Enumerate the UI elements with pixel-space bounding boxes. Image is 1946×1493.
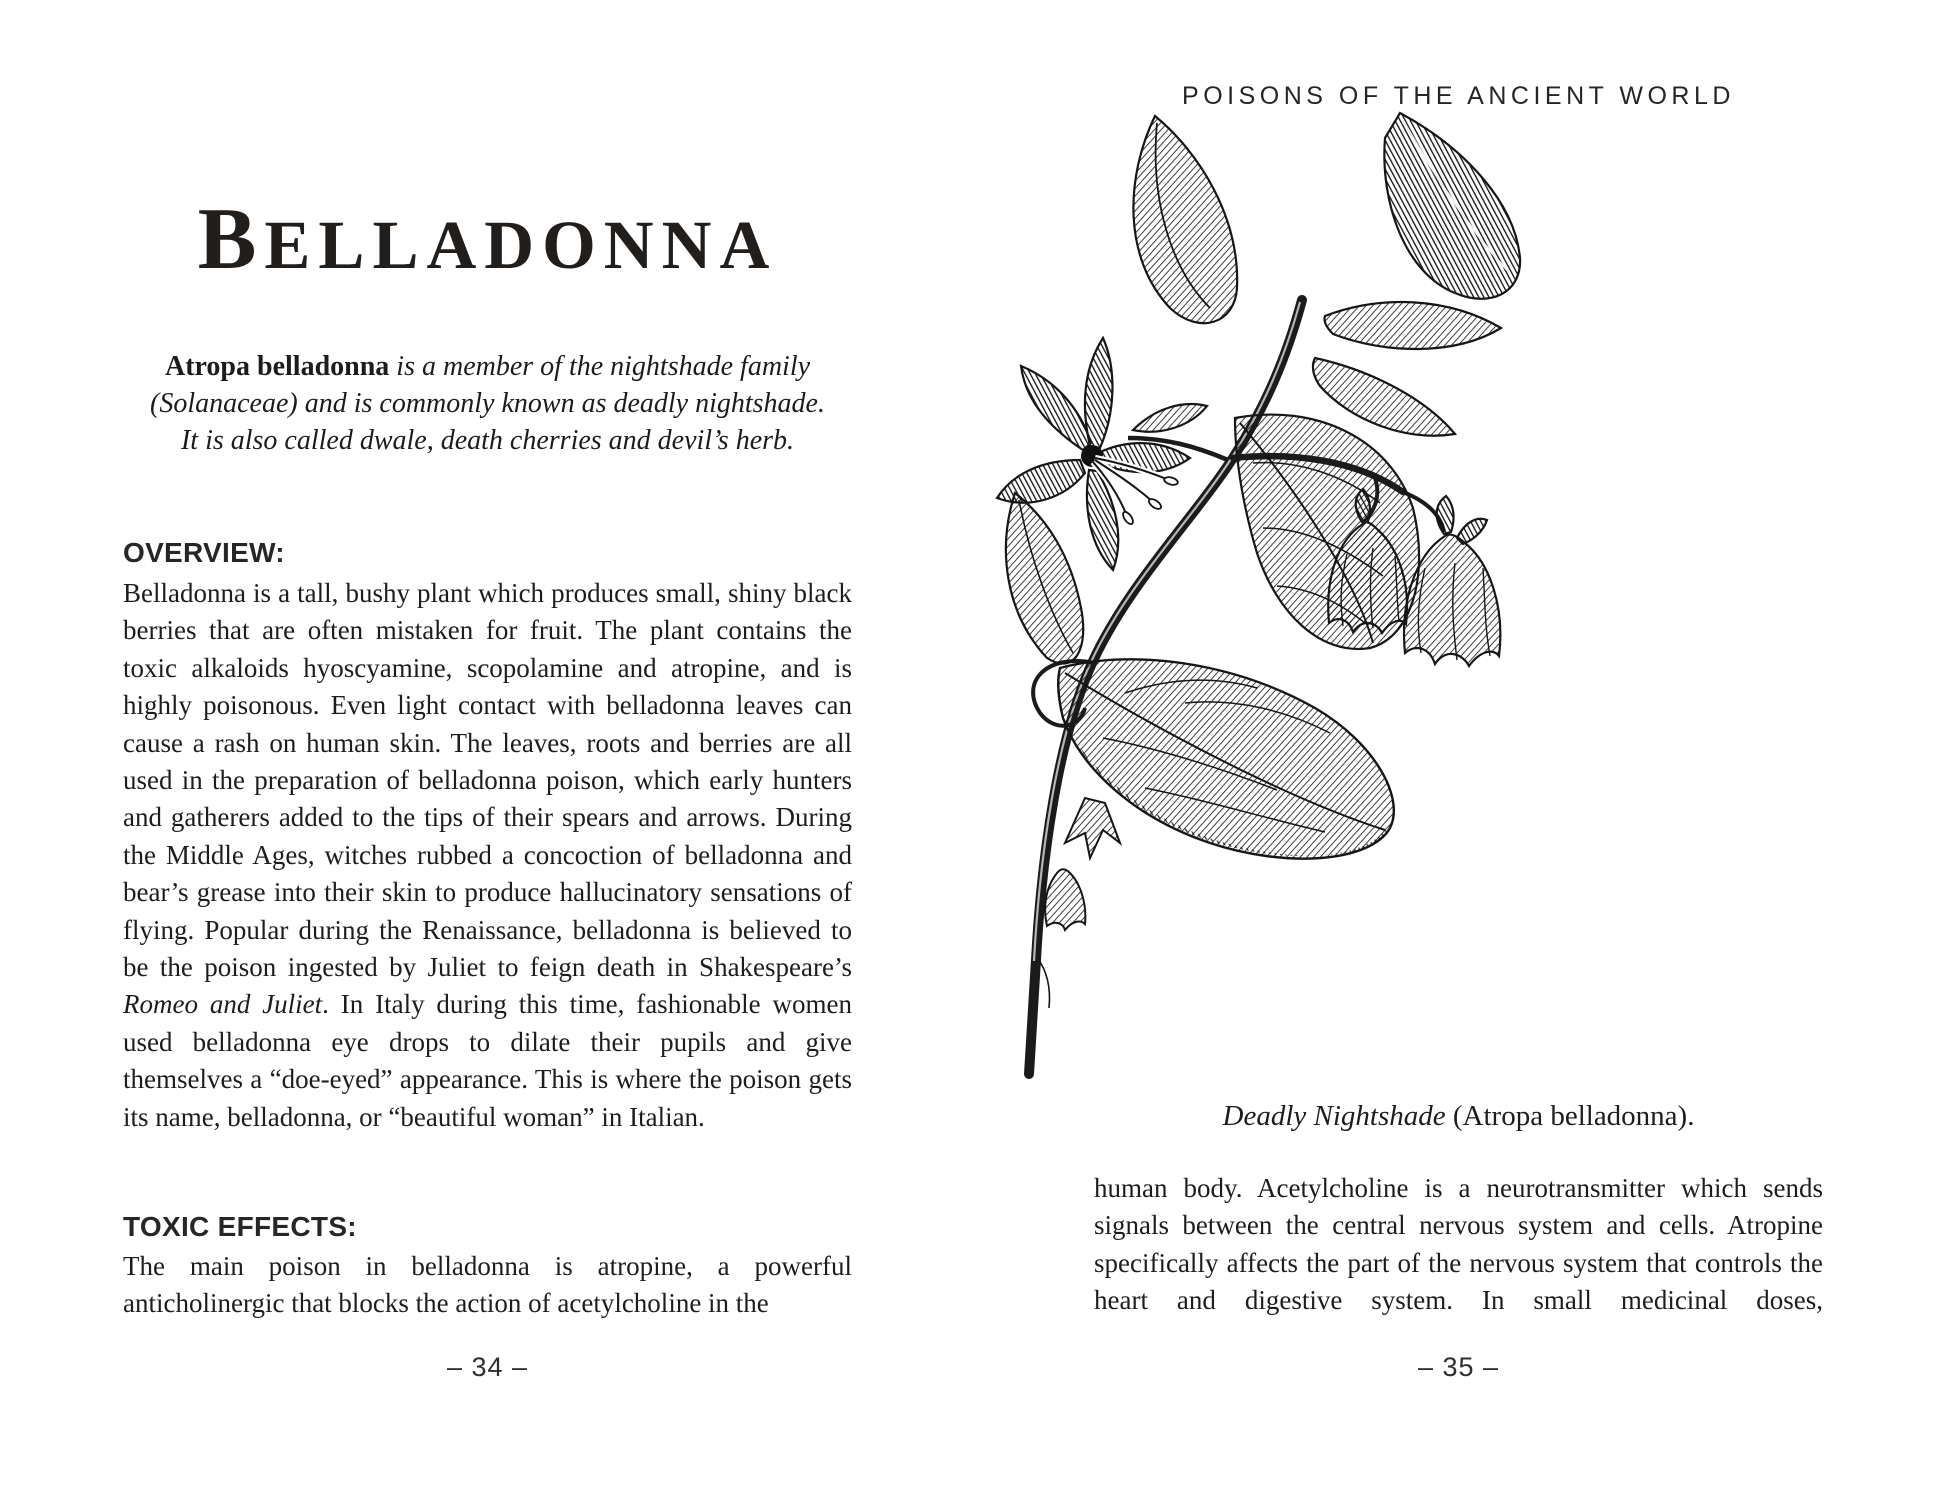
page-number-right: – 35 –	[1417, 1352, 1500, 1382]
intro-paragraph	[148, 348, 827, 459]
intro-species-name: Atropa belladonna	[164, 351, 390, 382]
upper-leaves	[1133, 113, 1520, 436]
nightshade-engraving-svg	[985, 108, 1530, 1083]
botanical-illustration	[985, 108, 1530, 1083]
overview-paragraph	[123, 575, 852, 1136]
chapter-title-rest: ELLADONNA	[264, 207, 778, 283]
toxic-effects-paragraph: The main poison in belladonna is atropine, a powerful anticholinergic that blocks the action of acetylcholine in the	[123, 1251, 852, 1319]
overview-heading: OVERVIEW:	[123, 537, 285, 568]
overview-text-2: . In Italy during this time, fashionable women used belladonna eye drops to dilate their pupils and give themselves a “doe-eyed” appearance. This is where the poison gets its name, belladonna, or “beautiful woman” in Italian.	[123, 989, 852, 1132]
intro-italic-text: is a member of the nightshade family (Solanaceae) and is commonly known as deadly nightshade. It is also called dwale, death cherries and devil’s herb.	[150, 351, 825, 456]
chapter-title	[123, 191, 852, 288]
caption-latin-name: (Atropa belladonna).	[1445, 1100, 1695, 1132]
page-number-left: – 34 –	[446, 1352, 529, 1382]
overview-book-title: Romeo and Juliet	[123, 989, 323, 1020]
chapter-title-initial: B	[197, 191, 265, 288]
toxic-effects-heading: TOXIC EFFECTS:	[123, 1211, 357, 1242]
overview-text-1: Belladonna is a tall, bushy plant which produces small, shiny black berries that are often mistaken for fruit. The plant contains the toxic alkaloids hyoscyamine, scopolamine and atropine, and is highly poisonous. Even light contact with belladonna leaves can cause a rash on human skin. The leaves, roots and berries are all used in the preparation of belladonna poison, which early hunters and gatherers added to the tips of their spears and arrows. During the Middle Ages, witches rubbed a concoction of belladonna and bear’s grease into their skin to produce hallucinatory sensations of flying. Popular during the Renaissance, belladonna is believed to be the poison ingested by Juliet to feign death in Shakespeare’s	[123, 578, 852, 983]
caption-common-name: Deadly Nightshade	[1222, 1100, 1446, 1132]
continuation-paragraph: human body. Acetylcholine is a neurotransmitter which sends signals between the central nervous system and cells. Atropine specifically affects the part of the nervous system that controls the heart and digestive system. In small medicinal doses,	[1094, 1173, 1823, 1316]
running-header: POISONS OF THE ANCIENT WORLD	[1182, 82, 1735, 110]
small-left-leaf	[1006, 493, 1083, 664]
illustration-caption	[1094, 1100, 1823, 1133]
